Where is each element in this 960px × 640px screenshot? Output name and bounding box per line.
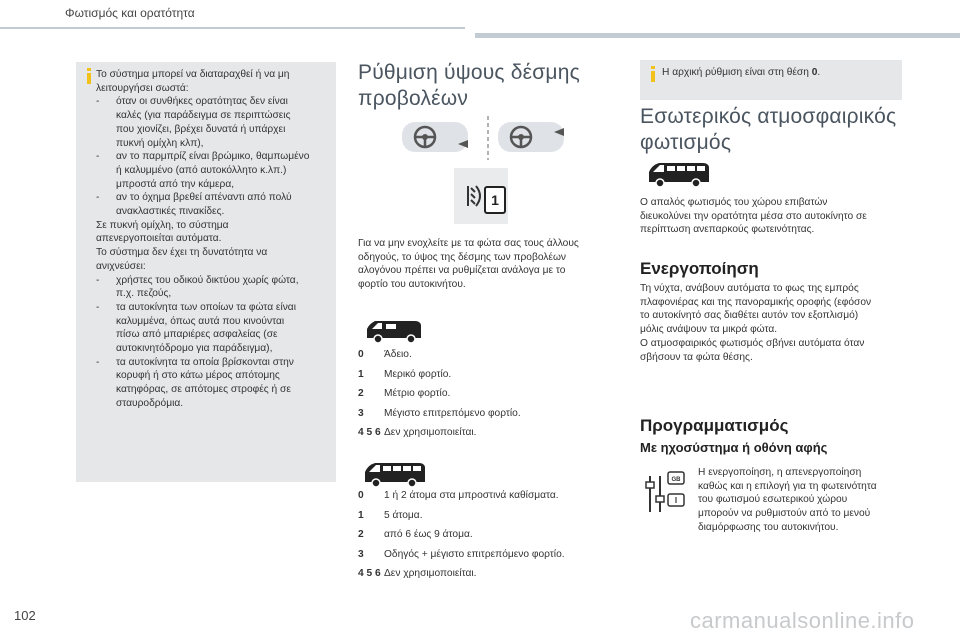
setting-position: 1 [358, 509, 364, 521]
text-line: αλογόνου πρέπει να ρυθμίζεται ανάλογα με το [358, 265, 566, 277]
setting-description: 5 άτομα. [384, 509, 423, 521]
setting-description: Δεν χρησιμοποιείται. [384, 427, 477, 439]
setting-row [358, 564, 628, 584]
text-line: Ο απαλός φωτισμός του χώρου επιβατών [640, 197, 828, 208]
line-text: σταυροδρόμια. [116, 397, 184, 409]
note-limitations-text [96, 68, 336, 411]
text-line [96, 123, 336, 137]
text-line [96, 342, 336, 356]
beam-adjust-dial: 1 [484, 186, 506, 214]
headlamp-beam-illustration [398, 114, 578, 162]
setting-row [358, 423, 618, 443]
setting-description: από 6 έως 9 άτομα. [384, 529, 473, 541]
setting-position: 1 [358, 368, 364, 380]
line-text: καλυμμένα, όπως αυτά που κινούνται [116, 315, 285, 327]
title-line-2: προβολέων [358, 87, 469, 110]
running-header: Φωτισμός και ορατότητα [65, 6, 195, 20]
bullet-item [96, 191, 336, 205]
setting-description: Μέγιστο επιτρεπόμενο φορτίο. [384, 407, 521, 419]
heading-activation: Ενεργοποίηση [640, 259, 759, 278]
line-text: απενεργοποιείται αυτόματα. [96, 233, 222, 245]
line-text: τα αυτοκίνητα τα οποία βρίσκονται στην [116, 356, 294, 368]
bullet-item [96, 301, 336, 315]
line-text: όταν οι συνθήκες ορατότητας δεν είναι [116, 96, 288, 108]
header-rule [0, 27, 465, 29]
setting-description: Δεν χρησιμοποιείται. [384, 568, 477, 580]
line-text: λειτουργήσει σωστά: [96, 82, 189, 94]
info-icon [84, 68, 94, 84]
bullet-item [96, 356, 336, 370]
setting-description: Άδειο. [384, 349, 412, 360]
text-line [96, 178, 336, 192]
note-value: 0 [811, 67, 818, 78]
text-line [96, 205, 336, 219]
setting-description: Οδηγός + μέγιστο επιτρεπόμενο φορτίο. [384, 548, 565, 560]
bullet-dash: - [96, 356, 100, 368]
text-line [96, 315, 336, 329]
text-line: του φωτισμού εσωτερικού χώρου [698, 494, 848, 506]
setting-position: 4 5 6 [358, 568, 381, 580]
line-text: αυτοκινητόδρομο για παράδειγμα), [116, 343, 273, 355]
line-text: μπροστά από την κάμερα, [116, 178, 235, 190]
line-text: Σε πυκνή ομίχλη, το σύστημα [96, 219, 229, 231]
settings-sliders-icon [644, 470, 686, 516]
section-title-ambient-lighting [640, 104, 896, 156]
bullet-item [96, 95, 336, 109]
text-line [96, 68, 336, 82]
text-line [96, 137, 336, 151]
setting-position: 0 [358, 490, 364, 501]
setting-position: 3 [358, 407, 364, 419]
bullet-dash: - [96, 96, 100, 108]
bullet-dash: - [96, 192, 100, 204]
line-text: χρήστες του οδικού δικτύου χωρίς φώτα, [116, 274, 299, 286]
line-text: που χιονίζει, βρέχει δυνατά ή υπάρχει [116, 123, 286, 135]
text-line: καθώς και η επιλογή για τη φωτεινότητα [698, 480, 877, 492]
bullet-dash: - [96, 301, 100, 313]
note-initial-setting [662, 66, 898, 80]
text-line [96, 219, 336, 233]
title-line-2: φωτισμός [640, 131, 732, 154]
setting-description: Μέτριο φορτίο. [384, 388, 451, 400]
line-text: Το σύστημα δεν έχει τη δυνατότητα να [96, 247, 268, 259]
line-text: ανακλαστικές πινακίδες. [116, 206, 225, 218]
text-line [96, 246, 336, 260]
van-icon [364, 316, 424, 344]
bullet-dash: - [96, 151, 100, 163]
title-line-1: Εσωτερικός ατμοσφαιρικός [640, 105, 897, 128]
setting-description: 1 ή 2 άτομα στα μπροστινά καθίσματα. [384, 490, 559, 501]
load-settings-mpv [358, 486, 628, 584]
svg-text:GB: GB [671, 477, 681, 483]
setting-row [358, 506, 628, 526]
text-line: σβήσουν τα φώτα θέσης. [640, 351, 753, 363]
text-line: διαμόρφωσης του αυτοκινήτου. [698, 521, 839, 533]
setting-row [358, 545, 628, 565]
bullet-dash: - [96, 274, 100, 286]
mpv-icon [362, 458, 426, 488]
line-text: π.χ. πεζούς, [116, 288, 172, 300]
audio-settings-text [698, 466, 918, 535]
setting-position: 3 [358, 548, 364, 560]
line-text: τα αυτοκίνητα των οποίων τα φώτα είναι [116, 301, 296, 313]
text-line: μόλις ανάψουν τα μικρά φώτα. [640, 324, 778, 336]
text-line [96, 287, 336, 301]
line-text: πίσω από μπαριέρες ασφαλείας (σε [116, 329, 278, 341]
text-line [96, 82, 336, 96]
text-line [96, 383, 336, 397]
note-suffix: . [817, 67, 821, 78]
section-title-beam-height [358, 60, 580, 112]
setting-position: 2 [358, 529, 364, 541]
setting-row [358, 345, 618, 365]
page-number: 102 [14, 608, 36, 623]
setting-description: Μερικό φορτίο. [384, 368, 452, 380]
text-line [96, 164, 336, 178]
line-text: κατηφόρας, σε απότομες στροφές ή σε [116, 384, 291, 396]
svg-text:I: I [674, 496, 678, 505]
setting-position: 0 [358, 349, 364, 360]
text-line [96, 328, 336, 342]
text-line: Ο ατμοσφαιρικός φωτισμός σβήνει αυτόματα όταν [640, 337, 865, 349]
line-text: αν το παρμπρίζ είναι βρώμικο, θαμπωμένο [116, 151, 310, 163]
line-text: καλές (για παράδειγμα σε περιπτώσεις [116, 110, 291, 122]
line-text: κορυφή ή στο κάτω μέρος απότομης [116, 370, 280, 382]
beam-height-intro [358, 237, 618, 292]
line-text: ή καλυμμένο (από αυτοκόλλητο κ.λπ.) [116, 164, 287, 176]
text-line: φορτίο του αυτοκινήτου. [358, 279, 466, 291]
text-line [96, 232, 336, 246]
text-line: πλαφονιέρας και της πανοραμικής οροφής (εφόσον [640, 296, 872, 308]
note-prefix: Η αρχική ρύθμιση είναι στη θέση [662, 67, 812, 78]
text-line: Τη νύχτα, ανάβουν αυτόματα το φως της εμπρός [640, 283, 859, 294]
title-line-1: Ρύθμιση ύψους δέσμης [358, 61, 580, 84]
text-line [96, 109, 336, 123]
setting-position: 4 5 6 [358, 427, 381, 439]
setting-row [358, 365, 618, 385]
ambient-intro [640, 196, 910, 237]
text-line [96, 369, 336, 383]
activation-text [640, 282, 920, 364]
setting-row [358, 384, 618, 404]
line-text: πυκνή ομίχλη κλπ), [116, 137, 204, 149]
text-line: περίπτωση ανεπαρκούς φωτεινότητας. [640, 224, 815, 236]
mpv-icon-ambient [646, 158, 710, 188]
setting-position: 2 [358, 388, 364, 400]
heading-audio-touchscreen: Με ηχοσύστημα ή οθόνη αφής [640, 440, 828, 455]
text-line: το αυτοκίνητό σας διαθέτει αυτόν τον εξοπλισμό) [640, 310, 859, 322]
bullet-item [96, 274, 336, 288]
text-line: οδηγούς, το ύψος της δέσμης των προβολέων [358, 251, 566, 263]
text-line: Η ενεργοποίηση, η απενεργοποίηση [698, 467, 862, 478]
setting-row [358, 486, 628, 506]
text-line: μπορούν να ρυθμιστούν από το μενού [698, 508, 871, 520]
line-text: ανιχνεύσει: [96, 260, 146, 272]
watermark: carmanualsonline.info [690, 608, 915, 633]
setting-row [358, 404, 618, 424]
setting-row [358, 525, 628, 545]
header-rule-right [475, 33, 960, 38]
text-line: διευκολύνει την ορατότητα μέσα στο αυτοκίνητο σε [640, 210, 867, 222]
heading-programming: Προγραμματισμός [640, 416, 789, 435]
text-line: Για να μην ενοχλείτε με τα φώτα σας τους άλλους [358, 238, 579, 249]
text-line [96, 260, 336, 274]
info-icon [648, 66, 658, 82]
load-settings-van [358, 345, 618, 443]
line-text: αν το όχημα βρεθεί απέναντι από πολύ [116, 192, 292, 204]
text-line [96, 397, 336, 411]
line-text: Το σύστημα μπορεί να διαταραχθεί ή να μη [96, 69, 290, 80]
bullet-item [96, 150, 336, 164]
